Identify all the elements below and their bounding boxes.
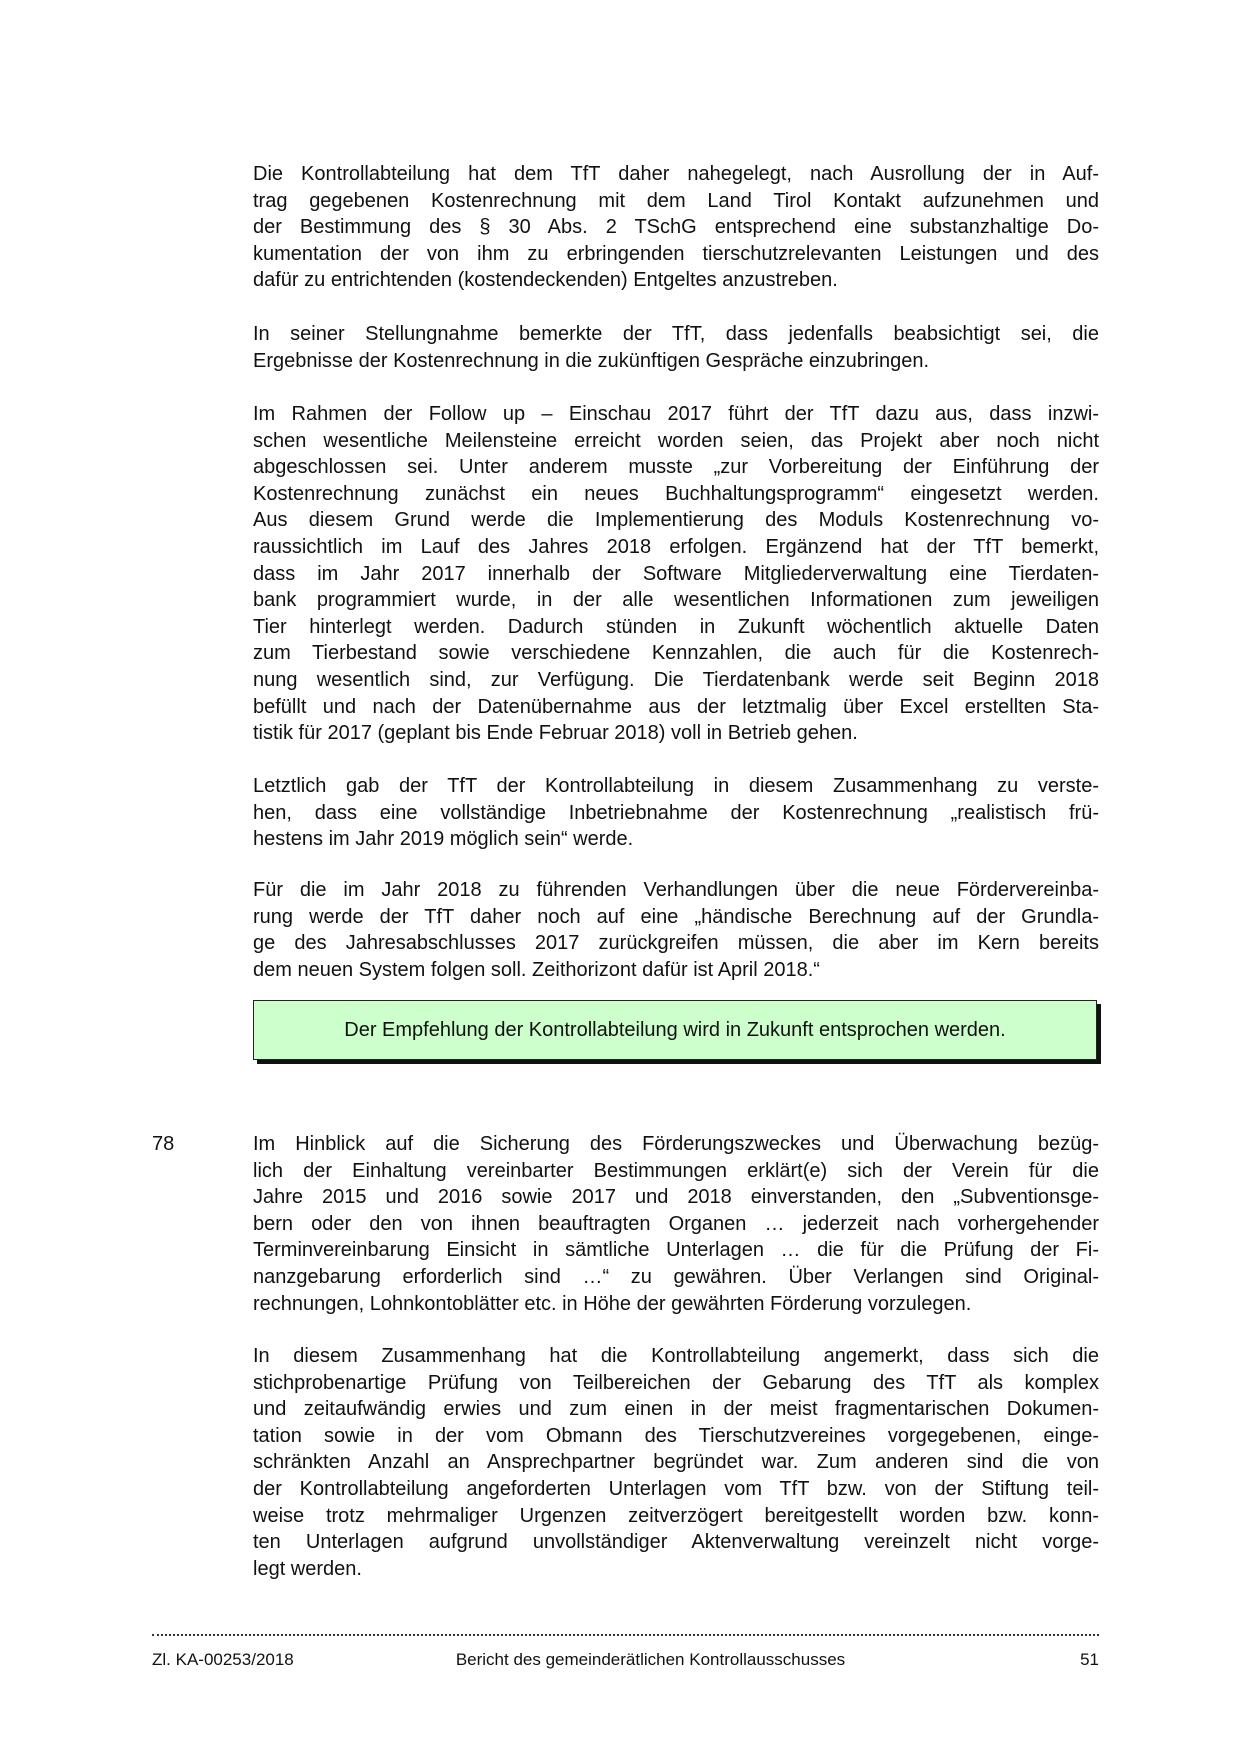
text-line: Tier hinterlegt werden. Dadurch stünden in Zukunft wöchentlich aktuelle Daten	[253, 615, 1099, 638]
text-line: hen, dass eine vollständige Inbetriebnahme der Kostenrechnung „realistisch frü-	[253, 801, 1099, 824]
text-line: Aus diesem Grund werde die Implementierung des Moduls Kostenrechnung vo-	[253, 509, 1099, 532]
text-line: ge des Jahresabschlusses 2017 zurückgreifen müssen, die aber im Kern bereits	[253, 932, 1099, 955]
text-line: ten Unterlagen aufgrund unvollständiger Aktenverwaltung vereinzelt nicht vorge-	[253, 1531, 1099, 1554]
text-line: rechnungen, Lohnkontoblätter etc. in Höhe der gewährten Förderung vorzulegen.	[253, 1292, 972, 1315]
footer-divider	[152, 1634, 1099, 1636]
text-line: hestens im Jahr 2019 möglich sein“ werde.	[253, 828, 634, 851]
text-line: bank programmiert wurde, in der alle wesentlichen Informationen zum jeweiligen	[253, 589, 1099, 612]
text-line: der Bestimmung des § 30 Abs. 2 TSchG entsprechend eine substanzhaltige Do-	[253, 216, 1099, 239]
text-line: Letztlich gab der TfT der Kontrollabteilung in diesem Zusammenhang zu verste-	[253, 775, 1099, 797]
text-line: rung werde der TfT daher noch auf eine „händische Berechnung auf der Grundla-	[253, 905, 1099, 928]
text-line: tation sowie in der vom Obmann des Tierschutzvereines vorgegebenen, einge-	[253, 1424, 1099, 1447]
text-line: Jahre 2015 und 2016 sowie 2017 und 2018 einverstanden, den „Subventionsge-	[253, 1186, 1099, 1209]
text-line: bern oder den von ihnen beauftragten Organen … jederzeit nach vorhergehender	[253, 1212, 1099, 1235]
text-line: Kostenrechnung zunächst ein neues Buchhaltungsprogramm“ eingesetzt werden.	[253, 482, 1099, 505]
text-line: Im Rahmen der Follow up – Einschau 2017 führt der TfT dazu aus, dass inzwi-	[253, 403, 1099, 425]
text-line: weise trotz mehrmaliger Urgenzen zeitverzögert bereitgestellt worden bzw. konn-	[253, 1504, 1099, 1527]
text-line: legt werden.	[253, 1557, 362, 1580]
text-line: Die Kontrollabteilung hat dem TfT daher nahegelegt, nach Ausrollung der in Auf-	[253, 163, 1099, 185]
text-line: Für die im Jahr 2018 zu führenden Verhandlungen über die neue Fördervereinba-	[253, 879, 1099, 901]
paragraph-number: 78	[152, 1133, 175, 1155]
text-line: und zeitaufwändig erwies und zum einen in der meist fragmentarischen Dokumen-	[253, 1398, 1099, 1421]
page-number: 51	[1080, 1650, 1099, 1669]
text-line: schen wesentliche Meilensteine erreicht worden seien, das Projekt aber noch nicht	[253, 429, 1099, 452]
paragraph	[253, 773, 1099, 853]
text-line: dafür zu entrichtenden (kostendeckenden) Entgeltes anzustreben.	[253, 269, 838, 292]
text-line: kumentation der von ihm zu erbringenden tierschutzrelevanten Leistungen und des	[253, 242, 1099, 265]
paragraph	[253, 321, 1099, 374]
footer-title: Bericht des gemeinderätlichen Kontrollausschusses	[455, 1650, 846, 1669]
text-line: dass im Jahr 2017 innerhalb der Software Mitgliederverwaltung eine Tierdaten-	[253, 562, 1099, 585]
paragraph	[253, 401, 1099, 747]
footer-reference: Zl. KA-00253/2018	[152, 1650, 294, 1669]
text-line: nung wesentlich sind, zur Verfügung. Die Tierdatenbank werde seit Beginn 2018	[253, 668, 1099, 691]
text-line: abgeschlossen sei. Unter anderem musste „zur Vorbereitung der Einführung der	[253, 456, 1099, 479]
text-line: dem neuen System folgen soll. Zeithorizont dafür ist April 2018.“	[253, 958, 820, 981]
text-line: der Kontrollabteilung angeforderten Unterlagen vom TfT bzw. von der Stiftung teil-	[253, 1477, 1099, 1500]
text-line: raussichtlich im Lauf des Jahres 2018 erfolgen. Ergänzend hat der TfT bemerkt,	[253, 535, 1099, 558]
text-line: Terminvereinbarung Einsicht in sämtliche Unterlagen … die für die Prüfung der Fi-	[253, 1239, 1099, 1262]
statement-text: Der Empfehlung der Kontrollabteilung wird in Zukunft entsprochen werden.	[344, 1018, 1006, 1041]
text-line: tistik für 2017 (geplant bis Ende Februar 2018) voll in Betrieb gehen.	[253, 722, 858, 745]
text-line: nanzgebarung erforderlich sind …“ zu gewähren. Über Verlangen sind Original-	[253, 1265, 1099, 1288]
text-line: trag gegebenen Kostenrechnung mit dem Land Tirol Kontakt aufzunehmen und	[253, 189, 1099, 212]
text-line: In seiner Stellungnahme bemerkte der TfT, dass jedenfalls beabsichtigt sei, die	[253, 323, 1099, 345]
statement-box	[253, 1000, 1097, 1060]
text-line: zum Tierbestand sowie verschiedene Kennzahlen, die auch für die Kostenrech-	[253, 642, 1099, 665]
text-line: befüllt und nach der Datenübernahme aus der letztmalig über Excel erstellten Sta-	[253, 695, 1099, 718]
text-line: Im Hinblick auf die Sicherung des Förderungszweckes und Überwachung bezüg-	[253, 1133, 1099, 1155]
text-line: schränkten Anzahl an Ansprechpartner begründet war. Zum anderen sind die von	[253, 1451, 1099, 1474]
paragraph	[253, 877, 1099, 983]
text-line: stichprobenartige Prüfung von Teilbereichen der Gebarung des TfT als komplex	[253, 1371, 1099, 1394]
paragraph	[253, 1343, 1099, 1582]
text-line: In diesem Zusammenhang hat die Kontrollabteilung angemerkt, dass sich die	[253, 1345, 1099, 1367]
paragraph	[253, 161, 1099, 294]
paragraph	[253, 1131, 1099, 1317]
text-line: Ergebnisse der Kostenrechnung in die zukünftigen Gespräche einzubringen.	[253, 349, 929, 372]
text-line: lich der Einhaltung vereinbarter Bestimmungen erklärt(e) sich der Verein für die	[253, 1159, 1099, 1182]
